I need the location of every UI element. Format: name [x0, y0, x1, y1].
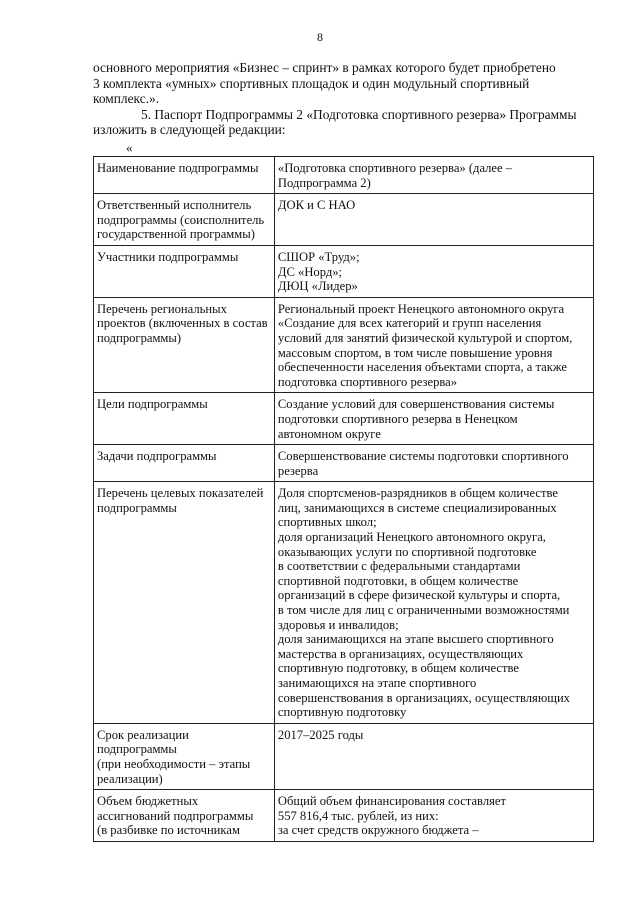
row-label-line: Задачи подпрограммы	[97, 449, 217, 464]
row-value-line: здоровья и инвалидов;	[277, 617, 399, 632]
row-label-line: подпрограммы)	[97, 330, 182, 345]
row-value-line: в соответствии с федеральными стандартами	[277, 559, 521, 574]
passport-row-value	[274, 482, 593, 724]
row-value-line: спортивную подготовку	[277, 705, 407, 720]
passport-table-body	[94, 157, 594, 842]
passport-row-label	[94, 723, 275, 789]
row-value-line: подготовка спортивного резерва»	[277, 374, 458, 389]
intro-text	[93, 60, 593, 138]
subprogram-passport-table	[93, 156, 594, 842]
row-label-line: Ответственный исполнитель	[97, 198, 252, 213]
row-value-line: спортивной подготовки, в общем количестве	[277, 573, 519, 588]
opening-quote-mark: «	[126, 140, 133, 155]
row-value-line: ДОК и С НАО	[277, 198, 356, 213]
passport-row-value	[274, 297, 593, 393]
passport-row-value	[274, 393, 593, 445]
passport-row-label	[94, 445, 275, 482]
row-value-line: массовым спортом, в том числе повышение уровня	[277, 345, 553, 360]
row-label-line: Перечень целевых показателей	[97, 486, 264, 501]
text-line: основного мероприятия «Бизнес – спринт» в рамках которого будет приобретено	[93, 60, 556, 75]
row-value-line: СШОР «Труд»;	[277, 249, 360, 264]
text-line: 5. Паспорт Подпрограммы 2 «Подготовка спортивного резерва» Программы	[141, 106, 577, 122]
row-value-line: резерва	[277, 463, 319, 478]
passport-row	[94, 297, 594, 393]
row-label-line: Объем бюджетных	[97, 794, 199, 809]
row-label-line: подпрограммы	[97, 500, 177, 515]
passport-row	[94, 194, 594, 246]
text-line: 3 комплекта «умных» спортивных площадок и один модульный спортивный	[93, 75, 530, 91]
row-value-line: подготовки спортивного резерва в Ненецком	[277, 411, 518, 426]
row-value-line: «Подготовка спортивного резерва» (далее –	[277, 161, 513, 175]
row-value-line: 557 816,4 тыс. рублей, из них:	[277, 808, 439, 823]
row-value-line: мастерства в организациях, осуществляющих	[277, 646, 524, 661]
row-value-line: ДЮЦ «Лидер»	[277, 279, 358, 294]
intro-item-paragraph	[93, 107, 593, 138]
intro-paragraph	[93, 60, 593, 107]
passport-row	[94, 445, 594, 482]
row-value-line: спортивную подготовку, в общем количестве	[277, 661, 519, 676]
row-label-line: Цели подпрограммы	[97, 397, 208, 412]
passport-row	[94, 482, 594, 724]
text-line: изложить в следующей редакции:	[93, 122, 286, 137]
passport-row-label	[94, 245, 275, 297]
row-value-line: Общий объем финансирования составляет	[277, 794, 506, 809]
passport-row-label	[94, 157, 275, 194]
row-label-line: подпрограммы (соисполнитель	[97, 212, 265, 227]
passport-row-label	[94, 393, 275, 445]
row-value-line: доля занимающихся на этапе высшего спортивного	[277, 632, 554, 647]
passport-row-label	[94, 482, 275, 724]
row-label-line: Срок реализации	[97, 727, 189, 742]
row-value-line: обеспеченности населения объектами спорта, а также	[277, 360, 567, 375]
row-label-line: (при необходимости – этапы	[97, 756, 251, 771]
row-value-line: Создание условий для совершенствования системы	[277, 397, 555, 412]
passport-row	[94, 157, 594, 194]
row-value-line: 2017–2025 годы	[277, 727, 364, 742]
row-label-line: Наименование подпрограммы	[97, 161, 259, 175]
row-value-line: Совершенствование системы подготовки спортивного	[277, 449, 569, 464]
row-value-line: Доля спортсменов-разрядников в общем количестве	[277, 486, 558, 501]
row-value-line: ДС «Норд»;	[277, 264, 343, 279]
passport-row-value	[274, 790, 593, 842]
row-value-line: Подпрограмма 2)	[277, 175, 371, 190]
passport-row-value	[274, 157, 593, 194]
row-value-line: Региональный проект Ненецкого автономного округа	[277, 301, 565, 316]
row-label-line: (в разбивке по источникам	[97, 823, 240, 838]
row-value-line: занимающихся на этапе спортивного	[277, 676, 477, 690]
passport-row-value	[274, 445, 593, 482]
row-value-line: условий для занятий физической культурой и спортом,	[277, 330, 573, 345]
row-label-line: Перечень региональных	[97, 301, 227, 316]
passport-row-value	[274, 194, 593, 246]
row-value-line: совершенствования в организациях, осуществляющих	[277, 690, 570, 705]
row-value-line: «Создание для всех категорий и групп населения	[277, 316, 542, 331]
passport-row-label	[94, 297, 275, 393]
row-value-line: спортивных школ;	[277, 515, 377, 530]
row-label-line: подпрограммы	[97, 742, 177, 757]
text-line: комплекс.».	[93, 91, 160, 106]
passport-row-value	[274, 723, 593, 789]
row-value-line: лиц, занимающихся в системе специализированных	[277, 500, 557, 515]
row-label-line: Участники подпрограммы	[97, 249, 239, 264]
row-value-line: в том числе для лиц с ограниченными возможностями	[277, 603, 570, 618]
row-value-line: доля организаций Ненецкого автономного округа,	[277, 530, 546, 545]
row-value-line: автономном округе	[277, 426, 381, 441]
passport-row	[94, 393, 594, 445]
passport-row-label	[94, 790, 275, 842]
row-value-line: оказывающих услуги по спортивной подготовке	[277, 544, 537, 559]
row-label-line: проектов (включенных в состав	[97, 316, 268, 331]
row-label-line: ассигнований подпрограммы	[97, 808, 254, 823]
passport-row-value	[274, 245, 593, 297]
row-value-line: организаций в сфере физической культуры и спорта,	[277, 588, 561, 603]
row-value-line: за счет средств окружного бюджета –	[277, 823, 479, 838]
page-number: 8	[317, 30, 323, 44]
row-label-line: реализации)	[97, 771, 163, 786]
passport-row-label	[94, 194, 275, 246]
row-label-line: государственной программы)	[97, 227, 255, 242]
passport-row	[94, 245, 594, 297]
passport-row	[94, 790, 594, 842]
passport-row	[94, 723, 594, 789]
